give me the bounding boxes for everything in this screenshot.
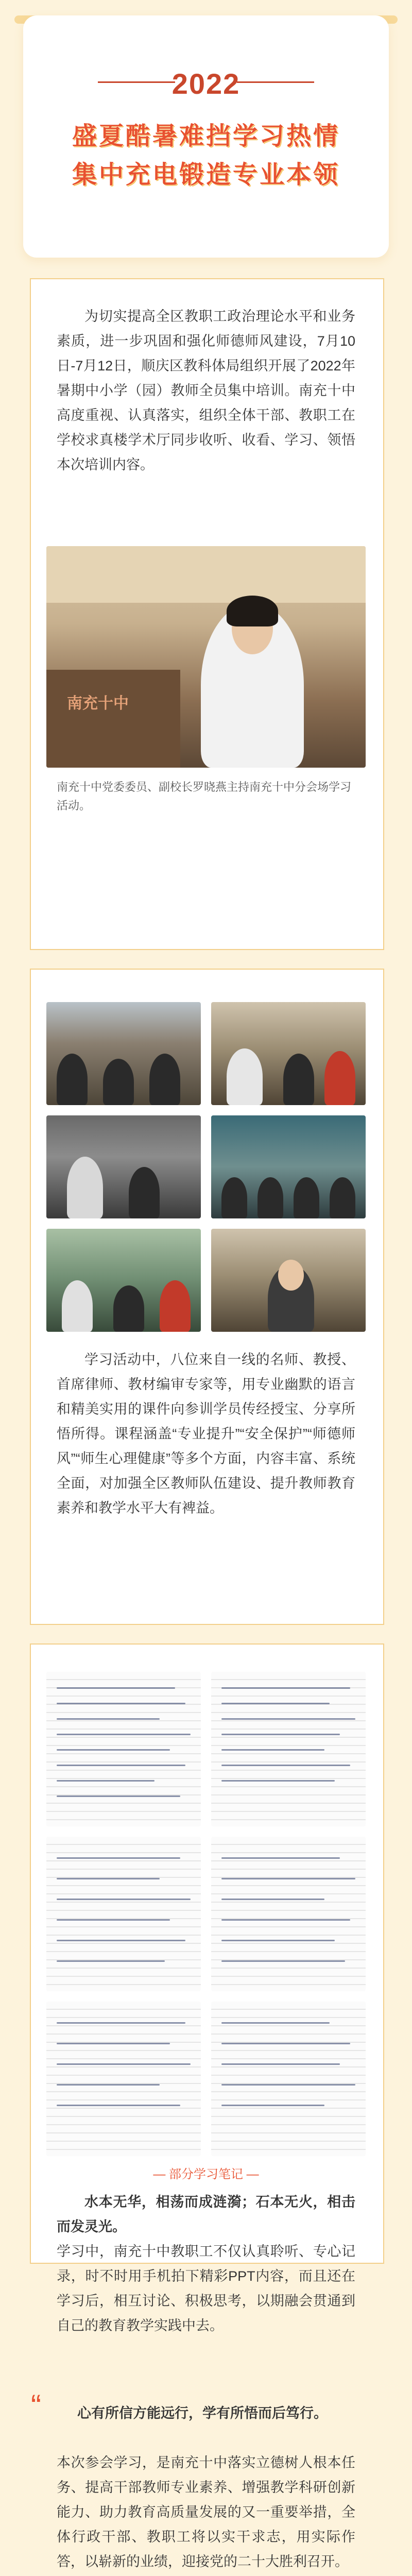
ink-line	[221, 1780, 335, 1782]
quote-mark-icon: “	[31, 2388, 41, 2423]
notes-lead: 水本无华，相荡而成涟漪；石本无火，相击而发灵光。	[57, 2194, 355, 2234]
attendee	[221, 1177, 247, 1218]
closing-paragraph: 本次参会学习，是南充十中落实立德树人根本任务、提高干部教师专业素养、增强教学科研创新能力、助力教育高质量发展的又一重要举措，全体行政干部、教职工将以实干求志，用实际作答，以崭新的业绩，迎接党的二十大胜利召开。	[57, 2455, 355, 2569]
attendee	[67, 1157, 103, 1218]
ink-line	[221, 1718, 355, 1720]
ink-line	[57, 1780, 154, 1782]
ink-line	[57, 1718, 160, 1720]
activity-photo-5	[46, 1229, 201, 1332]
notes-label-dash-left: —	[153, 2167, 166, 2181]
attendee	[160, 1280, 191, 1332]
attendee	[330, 1177, 355, 1218]
ink-line	[57, 2084, 160, 2086]
ink-line	[57, 1734, 191, 1735]
activity-photo-3	[46, 1115, 201, 1218]
activity-photo-2	[211, 1002, 366, 1105]
activity-photo-6	[211, 1229, 366, 1332]
note-photo-5	[46, 2002, 201, 2156]
attendee	[227, 1048, 263, 1105]
ink-line	[221, 1878, 355, 1879]
year-title: 2022	[171, 67, 241, 100]
podium-sign: 南充十中	[67, 695, 129, 712]
note-photo-2	[211, 1672, 366, 1826]
ink-line	[221, 1940, 335, 1941]
ink-line	[221, 2022, 330, 2024]
attendee	[149, 1054, 180, 1105]
activity-photo-1	[46, 1002, 201, 1105]
attendee	[62, 1280, 93, 1332]
ink-line	[57, 2022, 185, 2024]
photo-ceiling	[46, 546, 366, 603]
attendee	[283, 1054, 314, 1105]
attendee	[294, 1177, 319, 1218]
attendee	[324, 1051, 355, 1105]
ink-line	[221, 1960, 345, 1962]
ink-line	[221, 2043, 350, 2044]
closing-lead: 心有所信方能远行，学有所悟而后笃行。	[77, 2405, 328, 2421]
attendee-face	[278, 1260, 304, 1291]
attendee	[57, 1054, 88, 1105]
ink-line	[57, 1795, 180, 1797]
attendee	[103, 1059, 134, 1105]
attendee	[113, 1285, 144, 1332]
ink-line	[57, 2043, 170, 2044]
notes-paragraph: 学习中，南充十中教职工不仅认真聆听、专心记录，时不时用手机拍下精彩PPT内容，而且还在学习后，相互讨论、积极思考，以期融会贯通到自己的教育教学实践中去。	[57, 2244, 355, 2333]
notes-label	[0, 2164, 412, 2182]
ink-line	[57, 1749, 170, 1751]
ink-line	[221, 2063, 340, 2065]
ink-line	[221, 1857, 340, 1859]
ink-line	[221, 1749, 324, 1751]
note-photo-6	[211, 2002, 366, 2156]
ink-line	[57, 1703, 185, 1704]
intro-paragraph: 为切实提高全区教职工政治理论水平和业务素质，进一步巩固和强化师德师风建设，7月10日-7月12日，顺庆区教科体局组织开展了2022年暑期中小学（园）教师全员集中培训。南充十中高度重视、认真落实，组织全体干部、教职工在学校求真楼学术厅同步收听、收看、学习、领悟本次培训内容。	[57, 309, 355, 472]
activity-photo-4	[211, 1115, 366, 1218]
note-photo-4	[211, 1837, 366, 1991]
ink-line	[57, 1960, 165, 1962]
ink-line	[57, 1940, 185, 1941]
ink-line	[57, 1857, 180, 1859]
ink-line	[221, 1703, 330, 1704]
ink-line	[221, 1919, 350, 1921]
headline-line-2: 集中充电锻造专业本领	[72, 161, 340, 189]
notes-label-dash-right: —	[246, 2167, 259, 2181]
headline-line-1: 盛夏酷暑难挡学习热情	[72, 123, 340, 150]
ink-line	[57, 1878, 160, 1879]
notes-label-text: 部分学习笔记	[169, 2167, 243, 2181]
host-photo	[46, 546, 366, 768]
ink-line	[57, 1765, 185, 1766]
ink-line	[221, 1687, 350, 1689]
ink-line	[221, 1765, 350, 1766]
ink-line	[57, 2063, 191, 2065]
ink-line	[57, 1687, 175, 1689]
note-photo-3	[46, 1837, 201, 1991]
attendee	[129, 1167, 160, 1218]
host-hair	[227, 596, 278, 626]
attendee	[258, 1177, 283, 1218]
ink-line	[221, 2084, 355, 2086]
activity-paragraph: 学习活动中，八位来自一线的名师、教授、首席律师、教材编审专家等，用专业幽默的语言和精美实用的课件向参训学员传经授宝、分享所悟所得。课程涵盖“专业提升”“安全保护”“师德师风”“师生心理健康”等多个方面，内容丰富、系统全面，对加强全区教师队伍建设、提升教师教育素养和教学水平大有裨益。	[57, 1352, 355, 1516]
ink-line	[57, 1919, 170, 1921]
ink-line	[57, 2105, 180, 2106]
ink-line	[57, 1899, 191, 1900]
podium	[46, 670, 180, 768]
ink-line	[221, 1899, 324, 1900]
ink-line	[221, 2105, 324, 2106]
note-photo-1	[46, 1672, 201, 1826]
ink-line	[221, 1734, 340, 1735]
host-photo-caption: 南充十中党委委员、副校长罗晓燕主持南充十中分会场学习活动。	[57, 781, 352, 812]
